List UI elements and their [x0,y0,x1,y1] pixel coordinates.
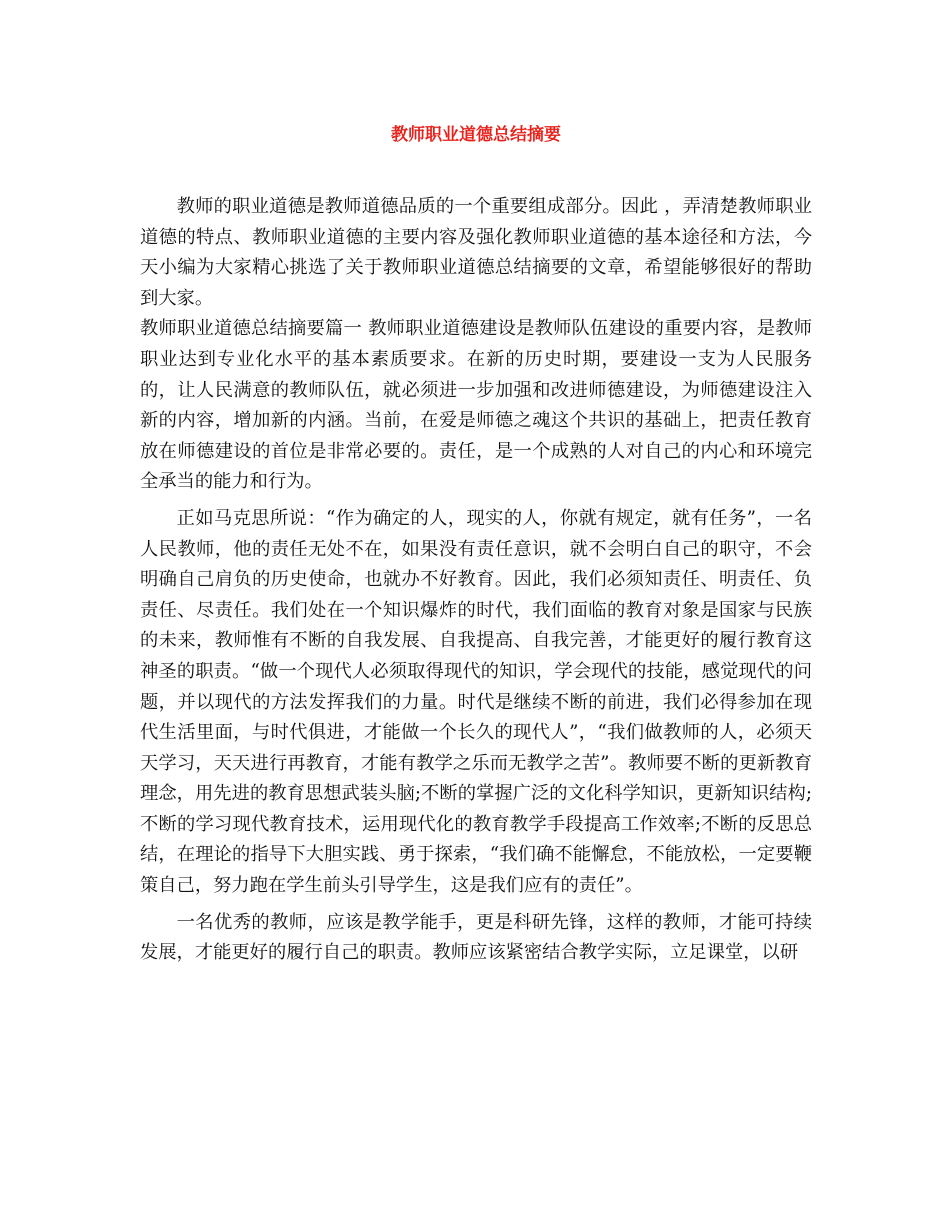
intro-paragraph: 教师的职业道德是教师道德品质的一个重要组成部分。因此 ，弄清楚教师职业道德的特点、教师职业道德的主要内容及强化教师职业道德的基本途径和方法，今天小编为大家精心挑选了关于教师职业道德总结摘要的文章，希望能够很好的帮助到大家。 [140,196,812,309]
section-paragraph-3: 一名优秀的教师，应该是教学能手，更是科研先锋，这样的教师，才能可持续发展，才能更好的履行自己的职责。教师应该紧密结合教学实际，立足课堂，以研 [140,911,812,964]
section-one-paragraph [140,314,812,498]
section-paragraph-1: 教师职业道德建设是教师队伍建设的重要内容，是教师职业达到专业化水平的基本素质要求。在新的历史时期，要建设一支为人民服务的，让人民满意的教师队伍，就必须进一步加强和改进师德建设，为师德建设注入新的内容，增加新的内涵。当前，在爱是师德之魂这个共识的基础上，把责任教育放在师德建设的首位是非常必要的。责任，是一个成熟的人对自己的内心和环境完全承当的能力和行为。 [140,318,813,493]
document-title: 教师职业道德总结摘要 [391,125,561,145]
section-heading: 教师职业道德总结摘要篇一 [140,318,363,340]
section-paragraph-2: 正如马克思所说：“作为确定的人，现实的人，你就有规定，就有任务”，一名人民教师，他的责任无处不在，如果没有责任意识，就不会明白自己的职守，不会明确自己肩负的历史使命，也就办不好教育。因此，我们必须知责任、明责任、负责任、尽责任。我们处在一个知识爆炸的时代，我们面临的教育对象是国家与民族的未来，教师惟有不断的自我发展、自我提高、自我完善，才能更好的履行教育这神圣的职责。“做一个现代人必须取得现代的知识，学会现代的技能，感觉现代的问题，并以现代的方法发挥我们的力量。时代是继续不断的前进，我们必得参加在现代生活里面，与时代俱进，才能做一个长久的现代人”，“我们做教师的人，必须天天学习，天天进行再教育，才能有教学之乐而无教学之苦”。教师要不断的更新教育理念，用先进的教育思想武装头脑;不断的掌握广泛的文化科学知识，更新知识结构;不断的学习现代教育技术，运用现代化的教育教学手段提高工作效率;不断的反思总结，在理论的指导下大胆实践、勇于探索，“我们确不能懈怠，不能放松，一定要鞭策自己，努力跑在学生前头引导学生，这是我们应有的责任”。 [140,507,812,897]
document-body [140,192,812,969]
document-page [140,0,812,969]
